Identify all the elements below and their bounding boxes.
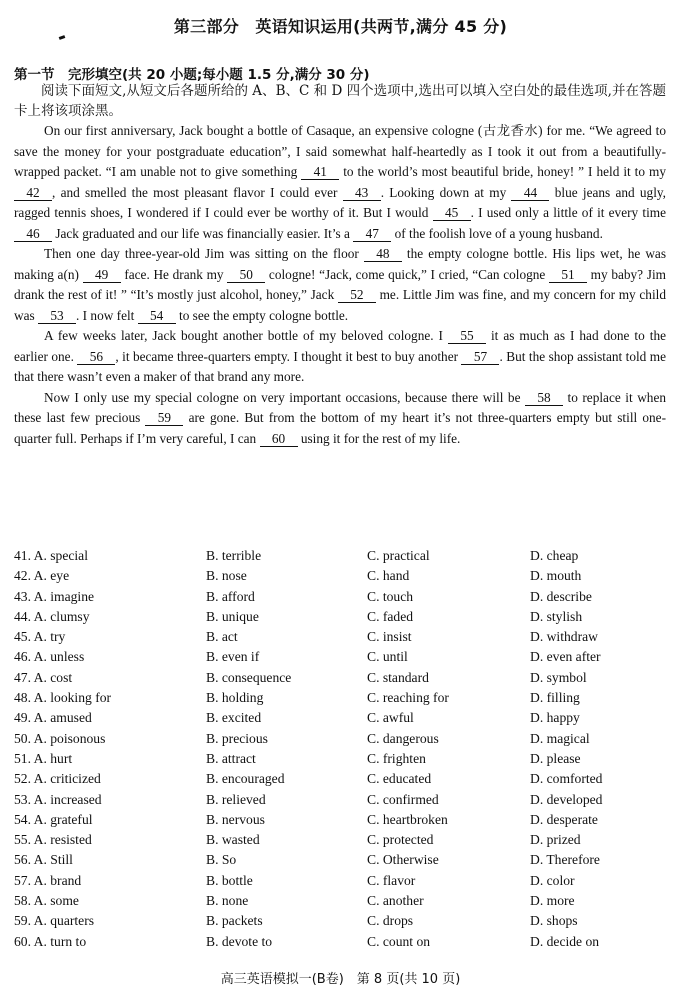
- option-a: 41. A. special: [14, 548, 88, 563]
- option-a: 53. A. increased: [14, 791, 102, 807]
- option-c: C. count on: [367, 933, 431, 949]
- cloze-blank: 41: [301, 164, 339, 180]
- cloze-blank: 56: [77, 349, 115, 365]
- passage-text: the empty cologne bottle. His lips wet, he was making a(n): [14, 246, 666, 282]
- option-row: [14, 548, 674, 568]
- section-instructions: 阅读下面短文,从短文后各题所给的 A、B、C 和 D 四个选项中,选出可以填入空白处的最佳选项,并在答题卡上将该项涂黑。: [14, 83, 666, 119]
- option-b: B. even if: [206, 649, 260, 665]
- option-c: C. protected: [367, 832, 434, 848]
- option-d: D. comforted: [530, 771, 603, 787]
- option-c: C. another: [367, 893, 424, 909]
- option-b: B. consequence: [206, 669, 292, 685]
- option-b: B. nose: [206, 568, 247, 584]
- option-a: 58. A. some: [14, 893, 79, 909]
- passage-text: of the foolish love of a young husband.: [391, 225, 603, 241]
- option-a: 51. A. hurt: [14, 750, 73, 766]
- passage-paragraph-1: [14, 121, 666, 244]
- cloze-blank: 60: [260, 431, 298, 447]
- option-a: 47. A. cost: [14, 669, 73, 685]
- passage-text: Now I only use my special cologne on very important occasions, because there will be: [44, 389, 525, 405]
- cloze-blank: 47: [353, 226, 391, 242]
- option-row: [14, 812, 674, 832]
- cloze-blank: 42: [14, 185, 52, 201]
- option-c: C. faded: [367, 608, 414, 624]
- passage-text: are gone. But from the bottom of my heart it’s not three-quarters empty but still one-quarter full. Perhaps if I’m very careful, I can: [14, 410, 667, 446]
- option-b: B. So: [206, 852, 237, 868]
- option-d: D. desperate: [530, 811, 598, 827]
- passage-text: On our first anniversary, Jack bought a bottle of Casaque, an expensive cologne (古龙香水) for me. “We agreed to save the money for your postgraduate education”, I said somewhat half-heartedly as I took it out from a beautifully-wrapped packet. “I am unable not to give something: [14, 123, 666, 179]
- passage-text: using it for the rest of my life.: [297, 430, 461, 446]
- option-d: D. Therefore: [530, 852, 600, 868]
- option-c: C. hand: [367, 568, 410, 584]
- option-row: [14, 913, 674, 933]
- cloze-blank: 58: [525, 390, 563, 406]
- option-row: [14, 792, 674, 812]
- passage-text: Then one day three-year-old Jim was sitting on the floor: [44, 246, 364, 261]
- answer-options: [14, 548, 674, 954]
- cloze-blank: 55: [448, 328, 486, 344]
- passage-text: . I used only a little of it every time: [470, 205, 667, 220]
- option-d: D. cheap: [530, 548, 579, 563]
- option-c: C. standard: [367, 669, 429, 685]
- cloze-passage: [14, 121, 666, 449]
- option-b: B. packets: [206, 913, 263, 929]
- option-a: 59. A. quarters: [14, 913, 95, 929]
- option-d: D. describe: [530, 588, 592, 604]
- option-a: 57. A. brand: [14, 872, 82, 888]
- option-a: 44. A. clumsy: [14, 608, 90, 624]
- option-d: D. developed: [530, 791, 603, 807]
- option-d: D. more: [530, 893, 575, 909]
- passage-paragraph-4: [14, 388, 666, 450]
- passage-text: Jack graduated and our life was financially easier. It’s a: [52, 225, 354, 241]
- option-c: C. dangerous: [367, 730, 439, 746]
- option-d: D. color: [530, 872, 575, 888]
- option-c: C. touch: [367, 588, 414, 604]
- option-row: [14, 649, 674, 669]
- option-row: [14, 873, 674, 893]
- option-c: C. insist: [367, 629, 412, 645]
- option-a: 42. A. eye: [14, 568, 70, 584]
- cloze-blank: 44: [511, 185, 549, 201]
- option-d: D. happy: [530, 710, 580, 726]
- passage-text: A few weeks later, Jack bought another bottle of my beloved cologne. I: [44, 328, 448, 343]
- passage-text: , and smelled the most pleasant flavor I could ever: [52, 184, 343, 200]
- passage-text: me. Little Jim was fine, and my concern for my child was: [14, 287, 666, 323]
- option-row: [14, 589, 674, 609]
- option-row: [14, 629, 674, 649]
- cloze-blank: 43: [343, 185, 381, 201]
- cloze-blank: 52: [338, 287, 376, 303]
- option-a: 56. A. Still: [14, 852, 73, 868]
- option-c: C. drops: [367, 913, 414, 929]
- option-d: D. filling: [530, 690, 580, 706]
- option-c: C. reaching for: [367, 690, 449, 706]
- passage-text: , it became three-quarters empty. I thought it best to buy another: [115, 348, 462, 364]
- option-b: B. none: [206, 893, 249, 909]
- option-a: 52. A. criticized: [14, 771, 101, 787]
- option-a: 49. A. amused: [14, 710, 92, 726]
- option-d: D. symbol: [530, 669, 587, 685]
- passage-text: my baby? Jim drank the rest of it! ” “It’s mostly just alcohol, honey,” Jack: [14, 266, 666, 302]
- option-row: [14, 568, 674, 588]
- option-b: B. excited: [206, 710, 262, 726]
- option-c: C. awful: [367, 710, 414, 726]
- cloze-blank: 59: [145, 410, 183, 426]
- passage-text: blue jeans and ugly, ragged tennis shoes, I wondered if I could ever be worthy of it. But I would: [14, 184, 667, 220]
- passage-text: to the world’s most beautiful bride, honey! ” I held it to my: [339, 164, 666, 179]
- option-c: C. frighten: [367, 750, 426, 766]
- option-row: [14, 690, 674, 710]
- option-a: 45. A. try: [14, 629, 66, 645]
- option-a: 48. A. looking for: [14, 690, 112, 706]
- option-b: B. holding: [206, 690, 264, 706]
- option-d: D. withdraw: [530, 629, 598, 645]
- cloze-blank: 49: [83, 267, 121, 283]
- option-row: [14, 670, 674, 690]
- option-row: [14, 832, 674, 852]
- page-footer: 高三英语模拟一(B卷) 第 8 页(共 10 页): [220, 972, 461, 987]
- option-b: B. afford: [206, 588, 255, 604]
- option-b: B. wasted: [206, 832, 260, 848]
- passage-text: cologne! “Jack, come quick,” I cried, “Can cologne: [265, 266, 549, 282]
- option-row: [14, 609, 674, 629]
- option-b: B. encouraged: [206, 771, 285, 787]
- cloze-blank: 48: [364, 246, 402, 262]
- option-b: B. devote to: [206, 933, 273, 949]
- option-c: C. educated: [367, 771, 432, 787]
- cloze-blank: 54: [138, 308, 176, 324]
- option-d: D. decide on: [530, 933, 600, 949]
- passage-paragraph-3: [14, 326, 666, 388]
- option-c: C. heartbroken: [367, 811, 448, 827]
- passage-text: . I now felt: [76, 307, 138, 323]
- passage-text: . Looking down at my: [380, 184, 512, 200]
- option-b: B. nervous: [206, 811, 265, 827]
- passage-text: to replace it when these last few precious: [14, 389, 666, 425]
- option-a: 60. A. turn to: [14, 933, 87, 949]
- option-b: B. relieved: [206, 791, 266, 807]
- option-d: D. stylish: [530, 608, 583, 624]
- cloze-blank: 51: [549, 267, 587, 283]
- passage-paragraph-2: [14, 244, 666, 326]
- option-row: [14, 852, 674, 872]
- option-d: D. please: [530, 750, 581, 766]
- option-d: D. mouth: [530, 568, 582, 584]
- option-b: B. terrible: [206, 548, 262, 563]
- option-c: C. Otherwise: [367, 852, 439, 868]
- cloze-blank: 46: [14, 226, 52, 242]
- option-b: B. attract: [206, 750, 256, 766]
- passage-text: it as much as I had done to the earlier one.: [14, 328, 666, 364]
- option-b: B. unique: [206, 608, 259, 624]
- option-d: D. magical: [530, 730, 590, 746]
- option-row: [14, 731, 674, 751]
- passage-text: to see the empty cologne bottle.: [175, 307, 349, 323]
- option-a: 43. A. imagine: [14, 588, 95, 604]
- option-b: B. precious: [206, 730, 268, 746]
- option-row: [14, 751, 674, 771]
- part-title: 第三部分 英语知识运用(共两节,满分 45 分): [173, 17, 508, 36]
- passage-text: . But the shop assistant told me that there wasn’t even a maker of that brand any more.: [14, 348, 666, 384]
- option-d: D. shops: [530, 913, 578, 929]
- option-c: C. confirmed: [367, 791, 439, 807]
- cloze-blank: 45: [433, 205, 471, 221]
- option-c: C. practical: [367, 548, 430, 563]
- option-a: 54. A. grateful: [14, 811, 93, 827]
- cloze-blank: 53: [38, 308, 76, 324]
- option-c: C. until: [367, 649, 408, 665]
- section-title: 第一节 完形填空(共 20 小题;每小题 1.5 分,满分 30 分): [14, 67, 370, 83]
- passage-text: face. He drank my: [120, 266, 228, 282]
- option-a: 50. A. poisonous: [14, 730, 106, 746]
- option-b: B. bottle: [206, 872, 253, 888]
- option-c: C. flavor: [367, 872, 416, 888]
- option-row: [14, 893, 674, 913]
- option-row: [14, 771, 674, 791]
- option-d: D. even after: [530, 649, 601, 665]
- cloze-blank: 50: [227, 267, 265, 283]
- option-row: [14, 710, 674, 730]
- option-b: B. act: [206, 629, 238, 645]
- option-d: D. prized: [530, 832, 581, 848]
- option-row: [14, 934, 674, 954]
- option-a: 55. A. resisted: [14, 832, 92, 848]
- option-a: 46. A. unless: [14, 649, 85, 665]
- cloze-blank: 57: [461, 349, 499, 365]
